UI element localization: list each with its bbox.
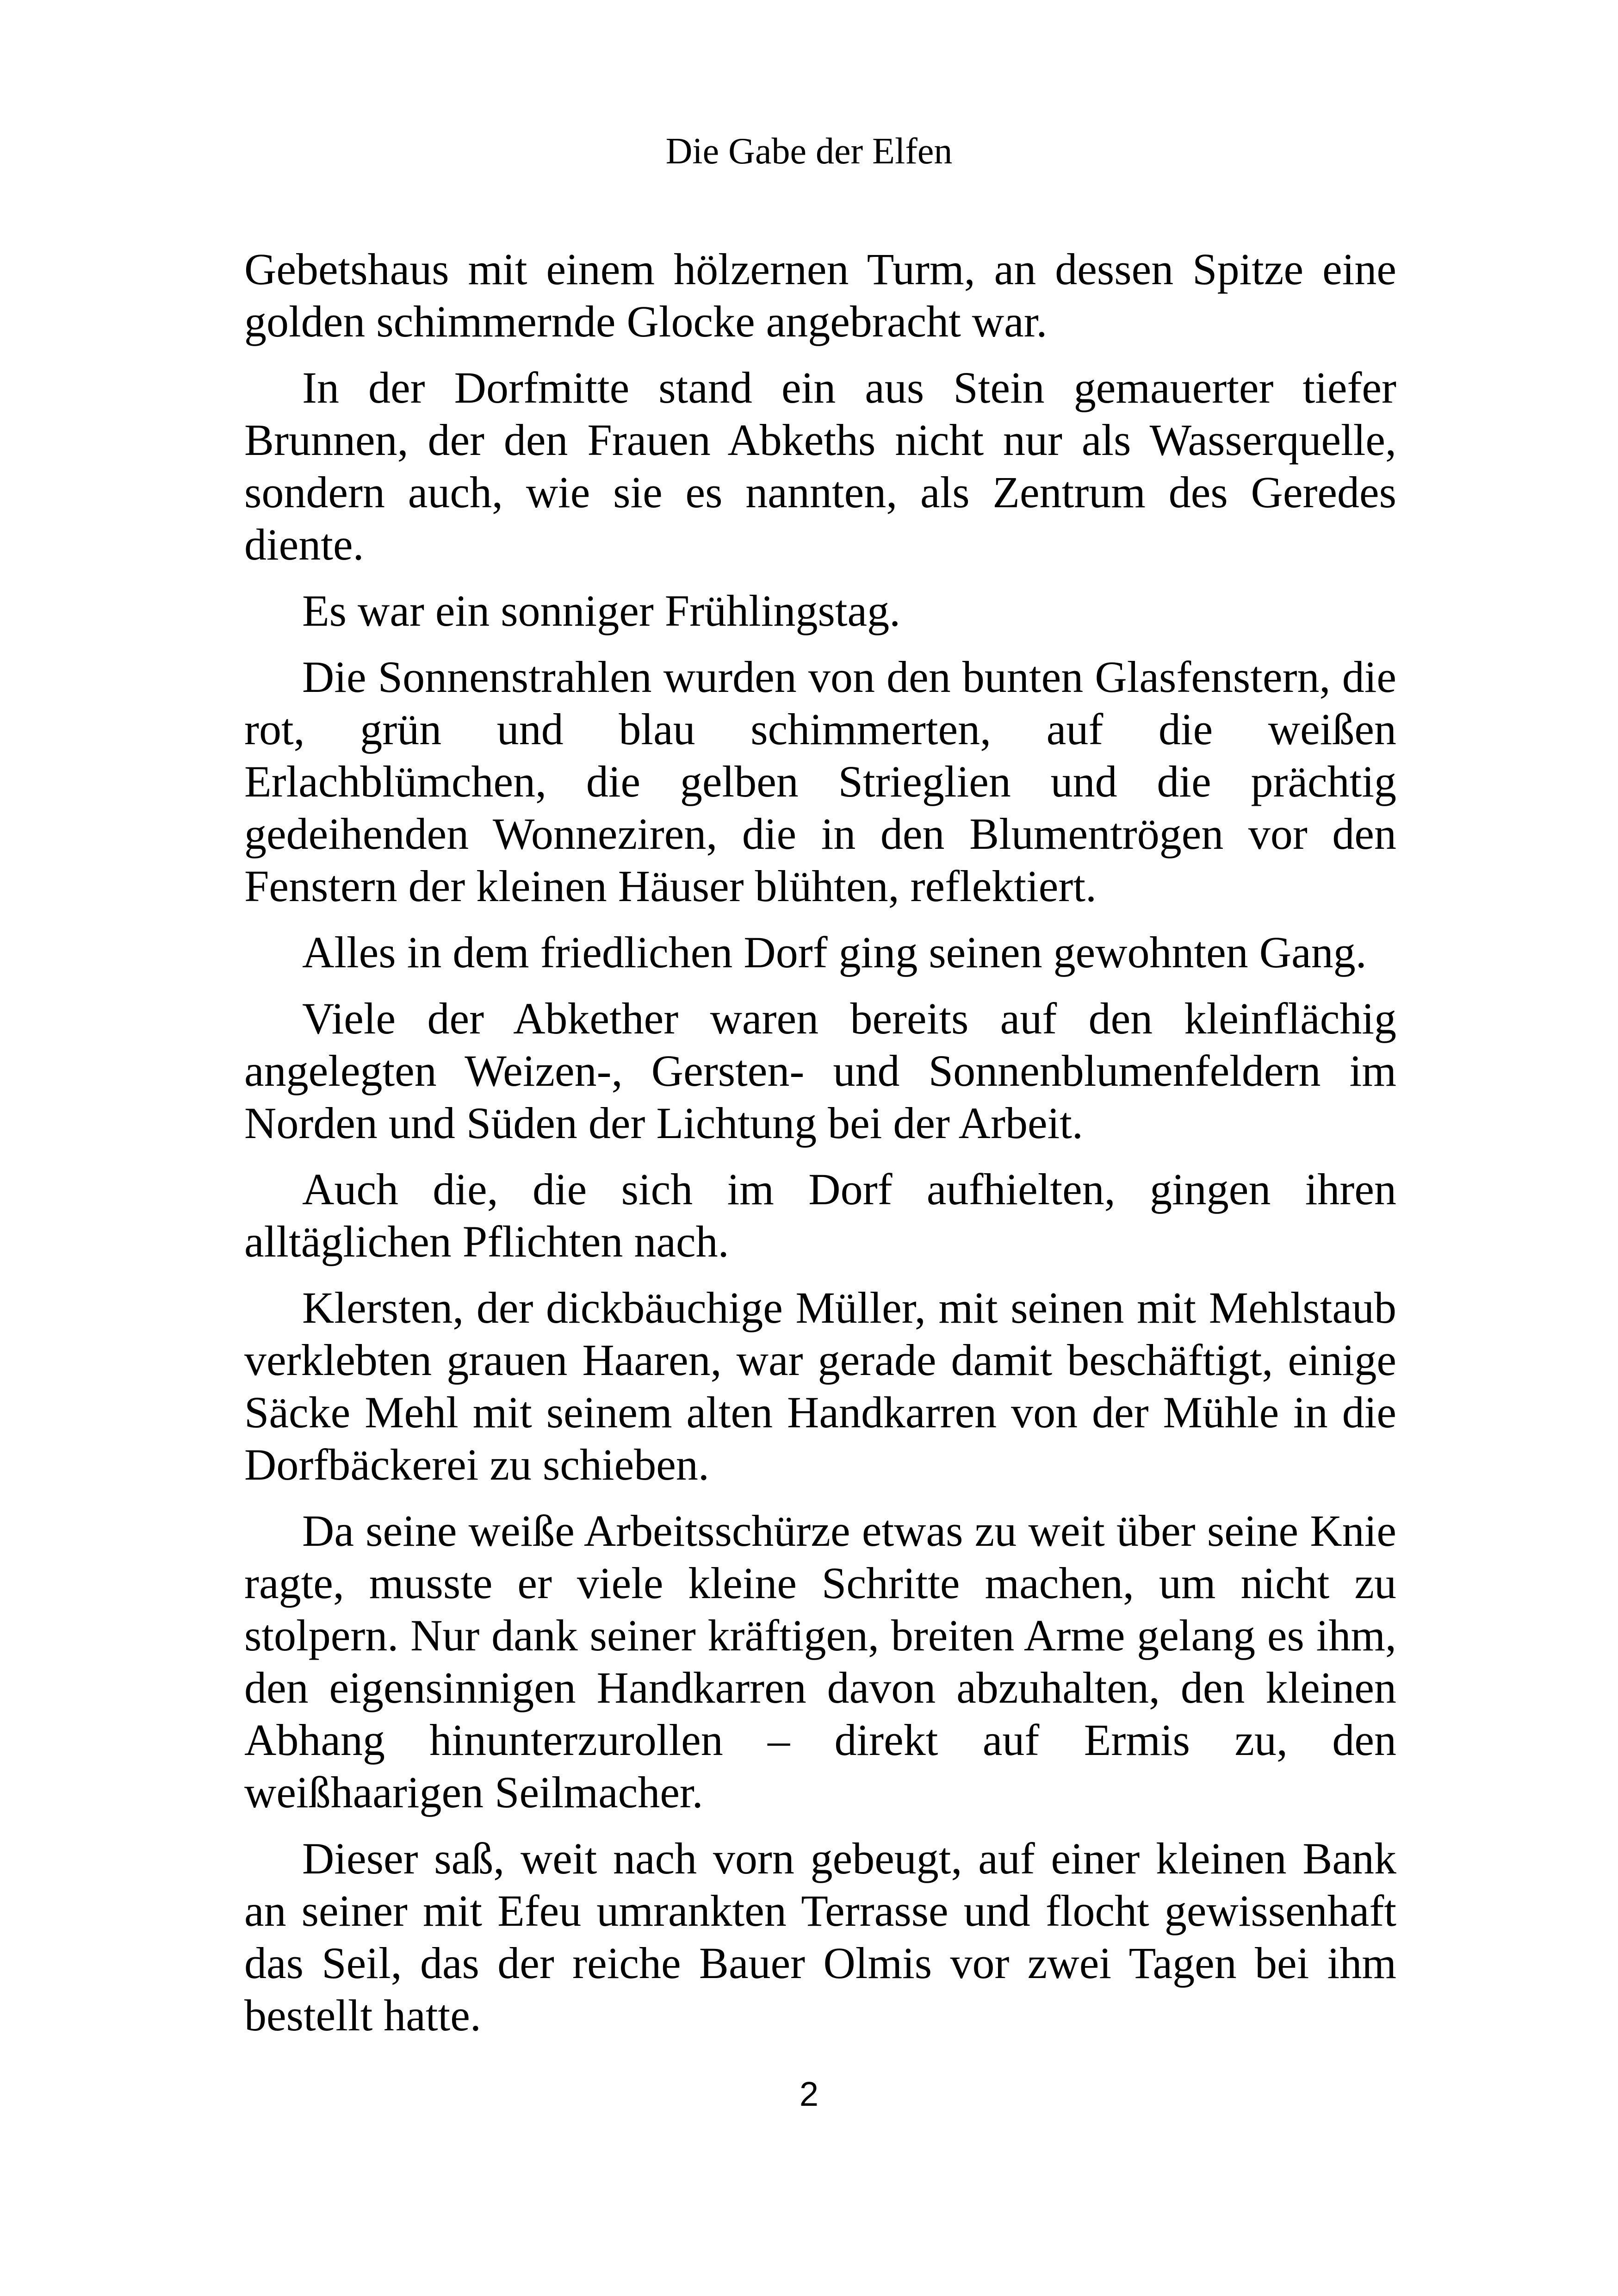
paragraph: Klersten, der dickbäuchige Müller, mit seinen mit Mehlstaub verklebten grauen Haaren, war gerade damit beschäftigt, einige Säcke Mehl mit seinem alten Handkarren von der Mühle in die Dorfbäckerei zu schieben. xyxy=(244,1283,1396,1489)
paragraph: In der Dorfmitte stand ein aus Stein gemauerter tiefer Brunnen, der den Frauen Abkeths nicht nur als Wasserquelle, sondern auch, wie sie es nannten, als Zentrum des Geredes diente. xyxy=(244,363,1396,569)
paragraph: Viele der Abkether waren bereits auf den kleinflächig angelegten Weizen-, Gersten- und Sonnenblumenfeldern im Norden und Süden der Lichtung bei der Arbeit. xyxy=(244,994,1396,1148)
paragraph: Die Sonnenstrahlen wurden von den bunten Glasfenstern, die rot, grün und blau schimmerten, auf die weißen Erlachblümchen, die gelben Strieglien und die prächtig gedeihenden Wonneziren, die in den Blumentrögen vor den Fenstern der kleinen Häuser blühten, reflektiert. xyxy=(244,652,1396,911)
paragraph: Da seine weiße Arbeitsschürze etwas zu weit über seine Knie ragte, musste er viele kleine Schritte machen, um nicht zu stolpern. Nur dank seiner kräftigen, breiten Arme gelang es ihm, den eigensinnigen Handkarren davon abzuhalten, den kleinen Abhang hinunterzurollen – direkt auf Ermis zu, den weißhaarigen Seilmacher. xyxy=(244,1506,1396,1817)
text-body xyxy=(244,243,1396,2055)
paragraph: Auch die, die sich im Dorf aufhielten, gingen ihren alltäglichen Pflichten nach. xyxy=(244,1164,1396,1266)
paragraph: Es war ein sonniger Frühlingstag. xyxy=(302,586,901,635)
paragraph: Gebetshaus mit einem hölzernen Turm, an dessen Spitze eine golden schimmernde Glocke angebracht war. xyxy=(244,244,1396,346)
running-header: Die Gabe der Elfen xyxy=(665,131,953,172)
paragraph: Dieser saß, weit nach vorn gebeugt, auf einer kleinen Bank an seiner mit Efeu umrankten Terrasse und flocht gewissenhaft das Seil, das der reiche Bauer Olmis vor zwei Tagen bei ihm bestellt hatte. xyxy=(244,1834,1396,2040)
paragraph: Alles in dem friedlichen Dorf ging seinen gewohnten Gang. xyxy=(302,927,1367,977)
page-number: 2 xyxy=(799,2075,819,2113)
